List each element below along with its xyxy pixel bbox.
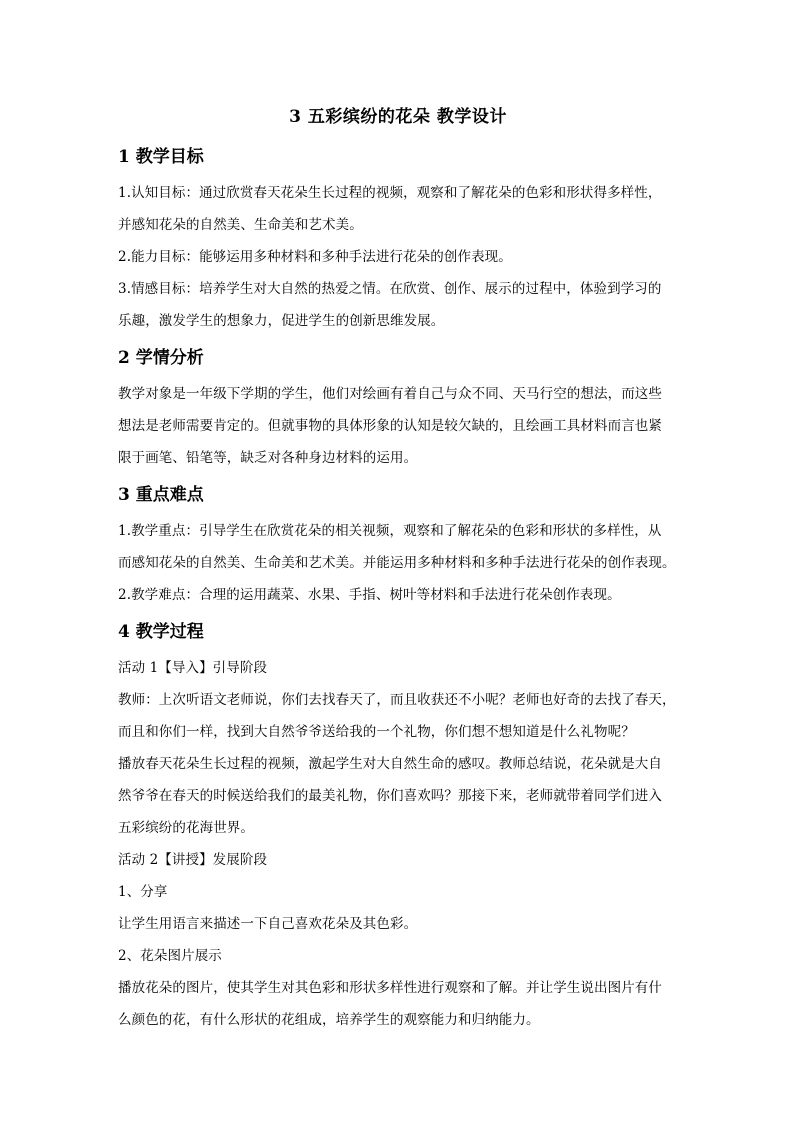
- paragraph-line: 播放春天花朵生长过程的视频，激起学生对大自然生命的感叹。教师总结说，花朵就是大自: [118, 756, 662, 772]
- paragraph-line: 教学对象是一年级下学期的学生，他们对绘画有着自己与众不同、天马行空的想法，而这些: [118, 386, 662, 402]
- section-heading: 3 重点难点: [118, 485, 204, 505]
- paragraph-line: 2.能力目标：能够运用多种材料和多种手法进行花朵的创作表现。: [118, 249, 512, 265]
- paragraph-line: 而感知花朵的自然美、生命美和艺术美。并能运用多种材料和多种手法进行花朵的创作表现。: [118, 555, 676, 571]
- paragraph-line: 并感知花朵的自然美、生命美和艺术美。: [118, 217, 363, 233]
- document-page: [118, 104, 678, 1036]
- paragraph-line: 而且和你们一样，找到大自然爷爷送给我的一个礼物，你们想不想知道是什么礼物呢？: [118, 724, 635, 740]
- paragraph-line: 限于画笔、铅笔等，缺乏对各种身边材料的运用。: [118, 450, 418, 466]
- activity-title: 活动 2【讲授】发展阶段: [118, 852, 268, 868]
- paragraph-line: 乐趣，激发学生的想象力，促进学生的创新思维发展。: [118, 313, 445, 329]
- paragraph-line: 教师：上次听语文老师说，你们去找春天了，而且收获还不小呢？老师也好奇的去找了春天，: [118, 692, 676, 708]
- paragraph-line: 五彩缤纷的花海世界。: [118, 820, 254, 836]
- paragraph-line: 想法是老师需要肯定的。但就事物的具体形象的认知是较欠缺的，且绘画工具材料而言也紧: [118, 418, 662, 434]
- subsection-title: 2、花朵图片展示: [118, 948, 222, 964]
- paragraph-line: 然爷爷在春天的时候送给我们的最美礼物，你们喜欢吗？那接下来，老师就带着同学们进入: [118, 788, 662, 804]
- paragraph-line: 播放花朵的图片，使其学生对其色彩和形状多样性进行观察和了解。并让学生说出图片有什: [118, 980, 662, 996]
- paragraph-line: 让学生用语言来描述一下自己喜欢花朵及其色彩。: [118, 916, 418, 932]
- paragraph-line: 1.教学重点：引导学生在欣赏花朵的相关视频，观察和了解花朵的色彩和形状的多样性，从: [118, 523, 662, 539]
- section-heading: 2 学情分析: [118, 348, 204, 368]
- paragraph-line: 么颜色的花，有什么形状的花组成，培养学生的观察能力和归纳能力。: [118, 1012, 540, 1028]
- section-student-analysis: [118, 345, 678, 474]
- section-teaching-objectives: [118, 144, 678, 337]
- paragraph-line: 1.认知目标：通过欣赏春天花朵生长过程的视频，观察和了解花朵的色彩和形状得多样性，: [118, 185, 662, 201]
- section-key-points: [118, 482, 678, 611]
- section-heading: 4 教学过程: [118, 622, 204, 642]
- paragraph-line: 2.教学难点：合理的运用蔬菜、水果、手指、树叶等材料和手法进行花朵创作表现。: [118, 587, 621, 603]
- paragraph-line: 3.情感目标：培养学生对大自然的热爱之情。在欣赏、创作、展示的过程中，体验到学习的: [118, 281, 662, 297]
- activity-title: 活动 1【导入】引导阶段: [118, 660, 268, 676]
- section-heading: 1 教学目标: [118, 147, 204, 167]
- section-teaching-process: [118, 619, 678, 1036]
- document-title: 3 五彩缤纷的花朵 教学设计: [289, 107, 507, 127]
- subsection-title: 1、分享: [118, 884, 168, 900]
